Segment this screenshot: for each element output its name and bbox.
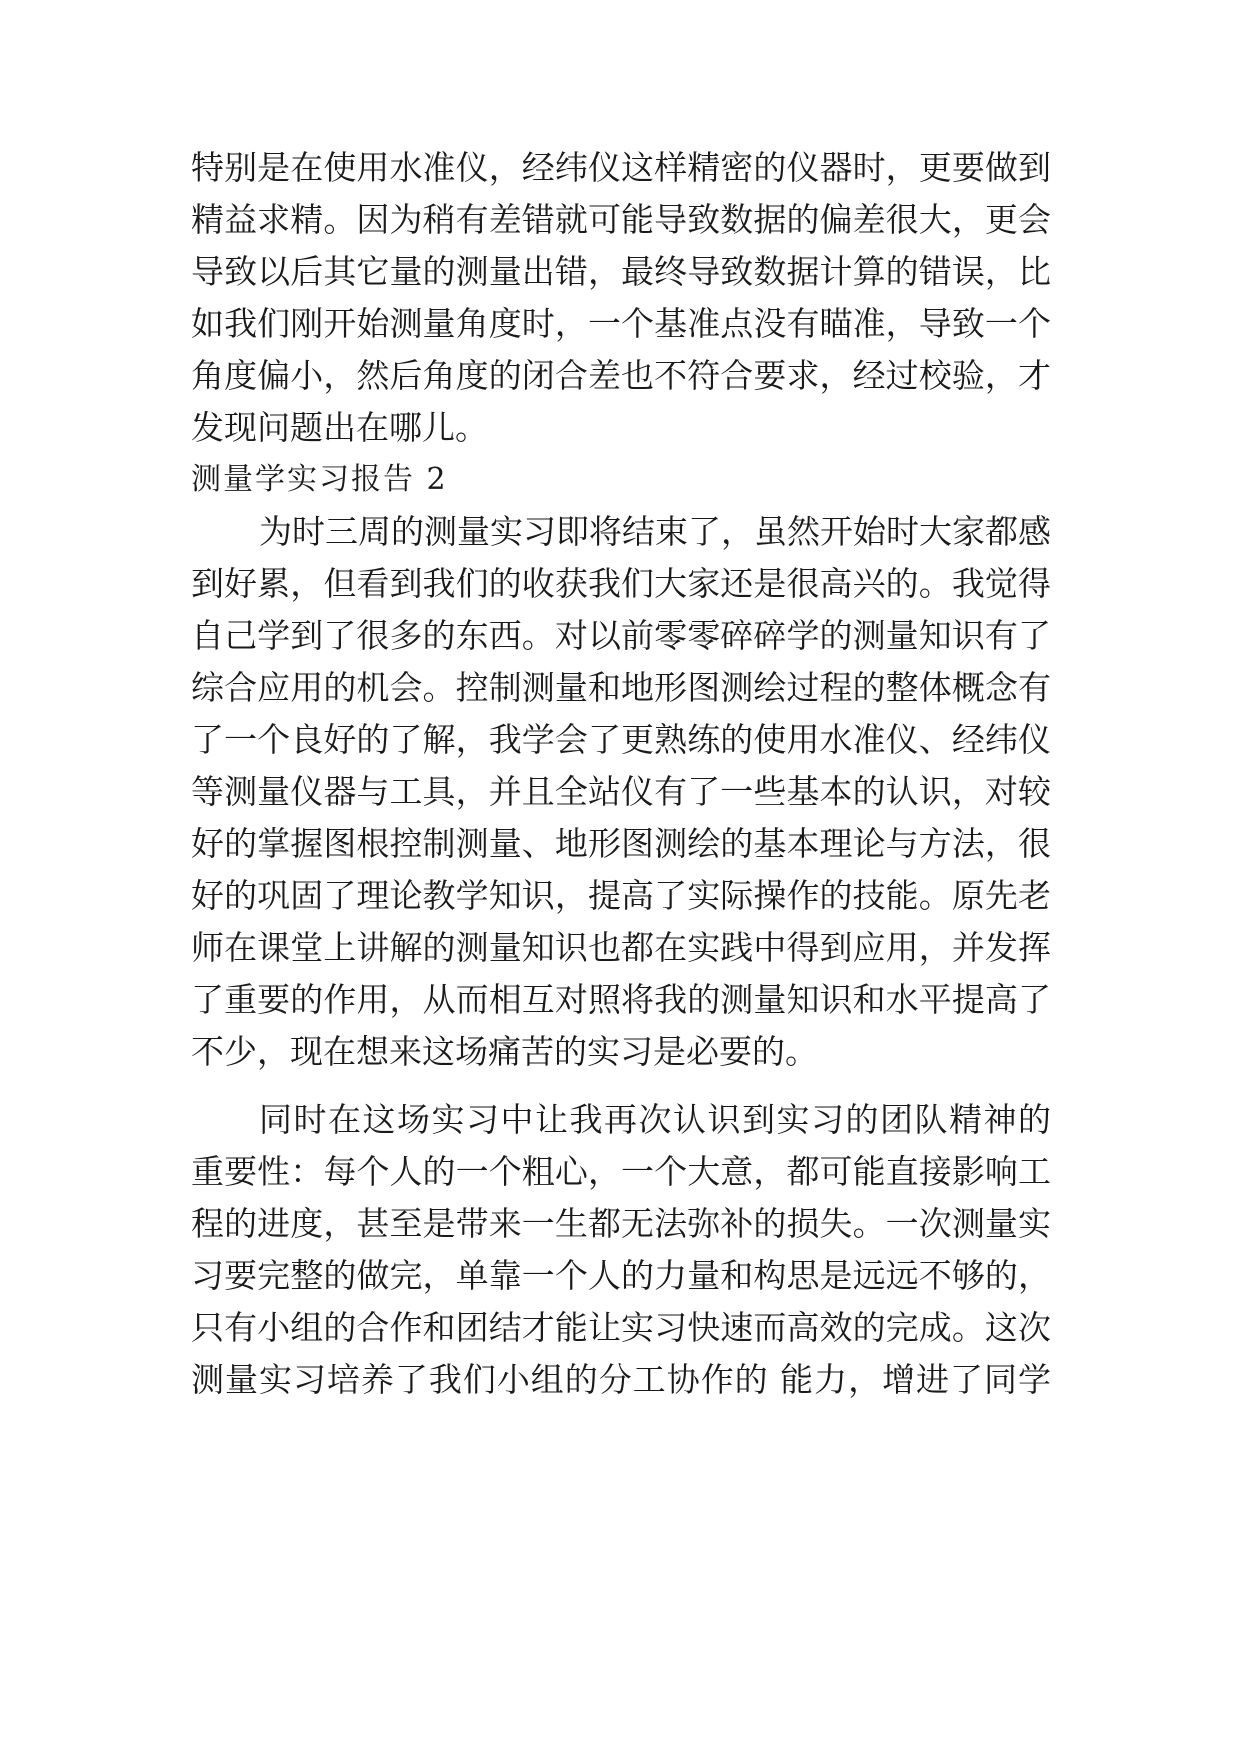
paragraph-2-line-2: 到好累，但看到我们的收获我们大家还是很高兴的。我觉得	[191, 564, 1051, 603]
paragraph-1-line-5: 角度偏小，然后角度的闭合差也不符合要求，经过校验，才	[191, 356, 1051, 395]
section-heading: 测量学实习报告 2	[191, 462, 448, 497]
paragraph-1-line-2: 精益求精。因为稍有差错就可能导致数据的偏差很大，更会	[191, 200, 1051, 239]
paragraph-3-line-1: 同时在这场实习中让我再次认识到实习的团队精神的	[259, 1100, 1051, 1139]
paragraph-2-line-11: 不少，现在想来这场痛苦的实习是必要的。	[191, 1032, 818, 1071]
paragraph-2-line-1: 为时三周的测量实习即将结束了，虽然开始时大家都感	[259, 512, 1051, 551]
paragraph-1-line-1: 特别是在使用水准仪，经纬仪这样精密的仪器时，更要做到	[191, 148, 1051, 187]
paragraph-3-line-6: 测量实习培养了我们小组的分工协作的 能力，增进了同学	[191, 1360, 1051, 1399]
paragraph-2-line-4: 综合应用的机会。控制测量和地形图测绘过程的整体概念有	[191, 668, 1051, 707]
paragraph-3-line-4: 习要完整的做完，单靠一个人的力量和构思是远远不够的，	[191, 1256, 1051, 1295]
paragraph-2-line-5: 了一个良好的了解，我学会了更熟练的使用水准仪、经纬仪	[191, 720, 1051, 759]
paragraph-1-line-6: 发现问题出在哪儿。	[191, 408, 488, 447]
paragraph-2-line-9: 师在课堂上讲解的测量知识也都在实践中得到应用，并发挥	[191, 928, 1051, 967]
paragraph-1-line-4: 如我们刚开始测量角度时，一个基准点没有瞄准，导致一个	[191, 304, 1051, 343]
paragraph-2-line-6: 等测量仪器与工具，并且全站仪有了一些基本的认识，对较	[191, 772, 1051, 811]
paragraph-1-line-3: 导致以后其它量的测量出错，最终导致数据计算的错误，比	[191, 252, 1051, 291]
paragraph-2-line-7: 好的掌握图根控制测量、地形图测绘的基本理论与方法，很	[191, 824, 1051, 863]
paragraph-3-line-5: 只有小组的合作和团结才能让实习快速而高效的完成。这次	[191, 1308, 1051, 1347]
paragraph-2-line-10: 了重要的作用，从而相互对照将我的测量知识和水平提高了	[191, 980, 1051, 1019]
paragraph-2-line-3: 自己学到了很多的东西。对以前零零碎碎学的测量知识有了	[191, 616, 1051, 655]
paragraph-3-line-3: 程的进度，甚至是带来一生都无法弥补的损失。一次测量实	[191, 1204, 1051, 1243]
paragraph-2-line-8: 好的巩固了理论教学知识，提高了实际操作的技能。原先老	[191, 876, 1051, 915]
paragraph-3-line-2: 重要性：每个人的一个粗心，一个大意，都可能直接影响工	[191, 1152, 1051, 1191]
